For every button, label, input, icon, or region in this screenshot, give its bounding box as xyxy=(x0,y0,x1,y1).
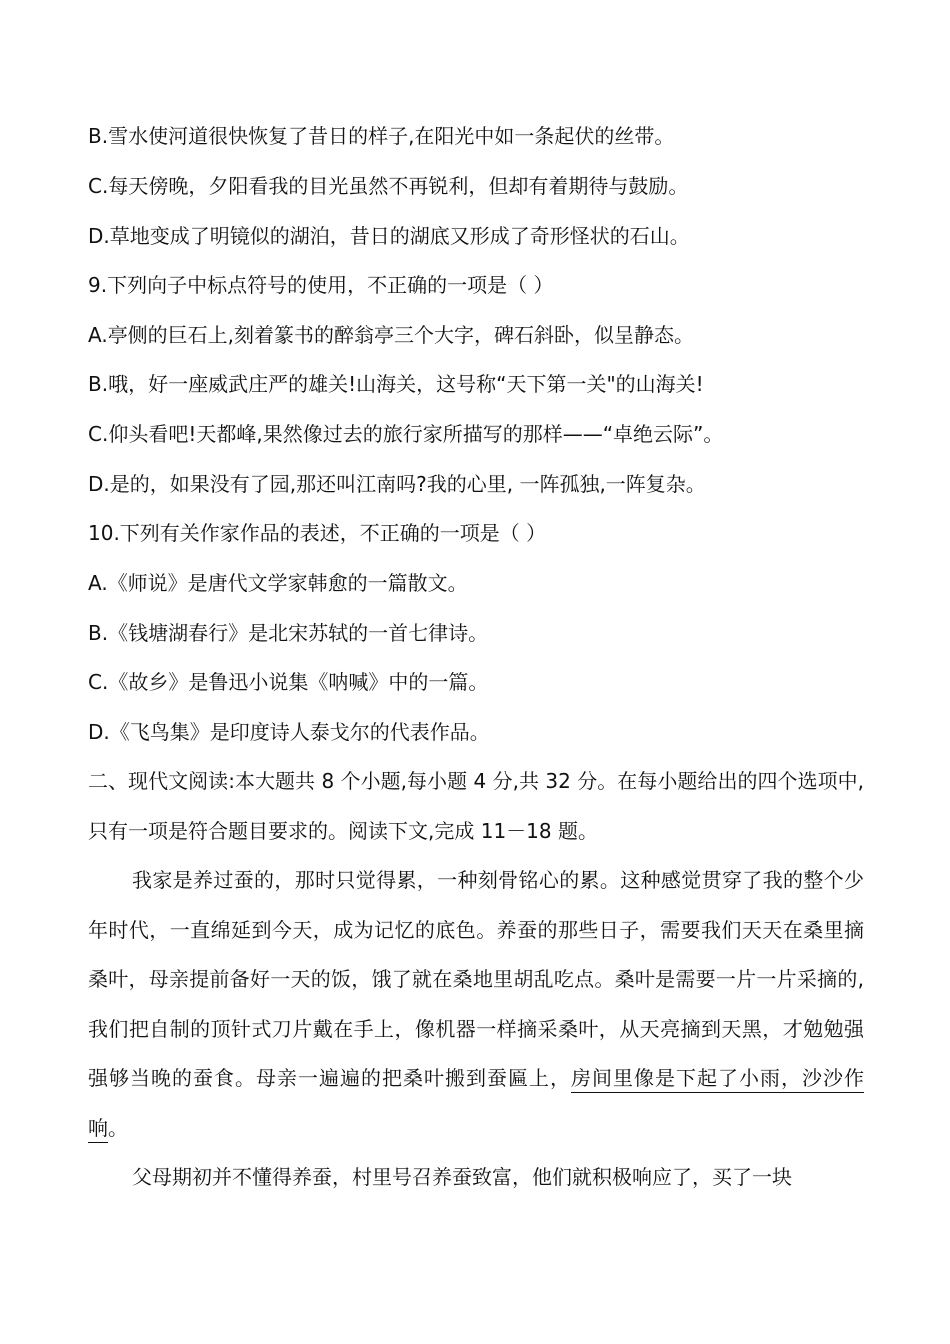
passage-paragraph-1-end: 。 xyxy=(108,1115,128,1140)
q9-option-c: C.仰头看吧!天都峰,果然像过去的旅行家所描写的那样——“卓绝云际”。 xyxy=(88,422,724,446)
q8-option-d: D.草地变成了明镜似的湖泊，昔日的湖底又形成了奇形怪状的石山。 xyxy=(88,224,690,248)
q9-stem: 9.下列向子中标点符号的使用，不正确的一项是（ ） xyxy=(88,273,554,297)
q8-option-c: C.每天傍晚，夕阳看我的目光虽然不再锐利，但却有着期待与鼓励。 xyxy=(88,174,689,198)
passage-paragraph-1-text: 我家是养过蚕的，那时只觉得累，一种刻骨铭心的累。这种感觉贯穿了我的整个少年时代，一直绵延到今天，成为记忆的底色。养蚕的那些日子，需要我们天天在桑里摘桑叶，母亲提前备好一天的饭，饿了就在桑地里胡乱吃点。桑叶是需要一片一片采摘的,我们把自制的顶针式刀片戴在手上，像机器一样摘采桑叶，从天亮摘到天黑，才勉勉强强够当晚的蚕食。母亲一遍遍的把桑叶搬到蚕匾上， xyxy=(88,868,864,1090)
underlined-sentence: 房间里像是下起了小雨，沙沙作响 xyxy=(88,1066,864,1140)
q10-option-a: A.《师说》是唐代文学家韩愈的一篇散文。 xyxy=(88,571,468,595)
q9-option-d: D.是的，如果没有了园,那还叫江南吗?我的心里, 一阵孤独,一阵复杂。 xyxy=(88,472,706,496)
q10-stem: 10.下列有关作家作品的表述，不正确的一项是（ ） xyxy=(88,521,547,545)
q9-option-b: B.哦，好一座威武庄严的雄关!山海关，这号称“天下第一关"的山海关! xyxy=(88,372,704,396)
q8-option-b: B.雪水使河道很快恢复了昔日的样子,在阳光中如一条起伏的丝带。 xyxy=(88,124,675,148)
q10-option-c: C.《故乡》是鲁迅小说集《呐喊》中的一篇。 xyxy=(88,670,489,694)
q10-option-d: D.《飞鸟集》是印度诗人泰戈尔的代表作品。 xyxy=(88,720,490,744)
q9-option-a: A.亭侧的巨石上,刻着篆书的醉翁亭三个大字，碑石斜卧，似呈静态。 xyxy=(88,323,695,347)
q10-option-b: B.《钱塘湖春行》是北宋苏轼的一首七律诗。 xyxy=(88,621,489,645)
passage-paragraph-1 xyxy=(88,856,864,1153)
passage-paragraph-2: 父母期初并不懂得养蚕，村里号召养蚕致富，他们就积极响应了，买了一块 xyxy=(132,1165,792,1189)
section-2-heading: 二、现代文阅读:本大题共 8 个小题,每小题 4 分,共 32 分。在每小题给出的四个选项中,只有一项是符合题目要求的。阅读下文,完成 11－18 题。 xyxy=(88,769,864,843)
